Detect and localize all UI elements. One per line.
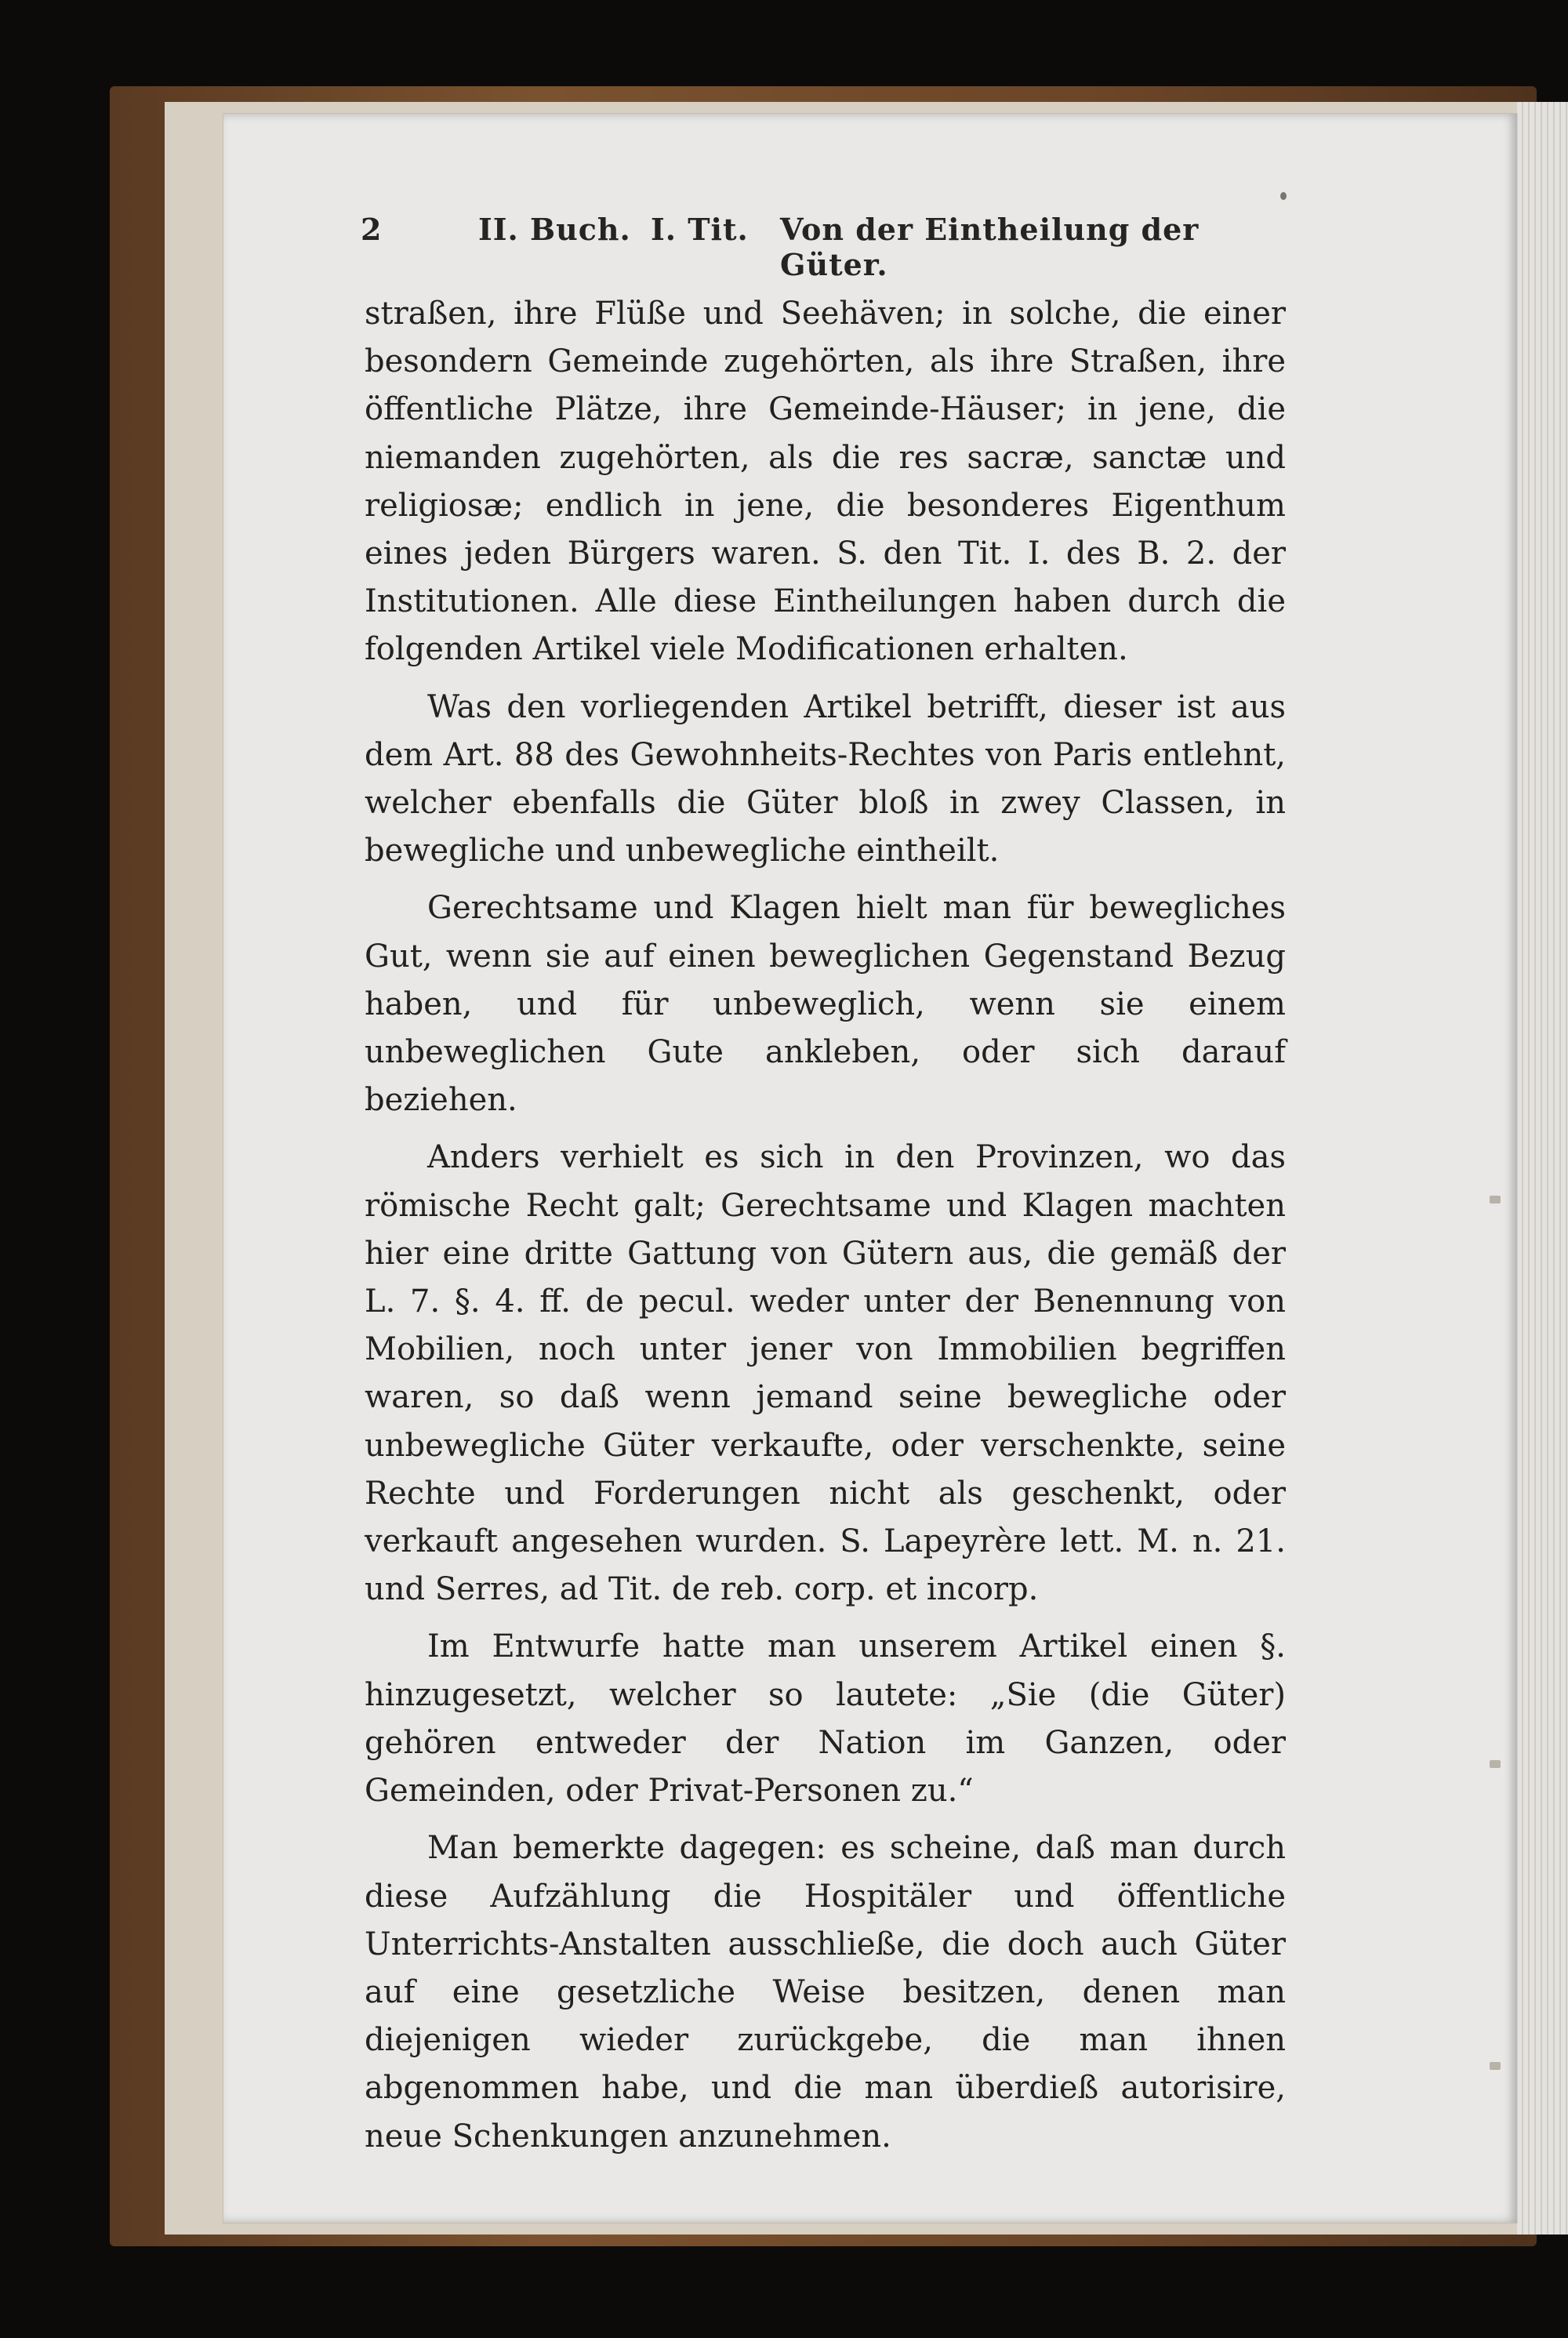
paragraph: Gerechtsame und Klagen hielt man für bewegliches Gut, wenn sie auf einen beweglichen Gegenstand Bezug haben, und für unbeweglich, wenn sie einem unbeweglichen Gute ankleben, oder sich darauf beziehen. [365, 890, 1286, 1119]
page-edges [1517, 102, 1568, 2235]
page-marker [1490, 1196, 1501, 1203]
paragraph: straßen, ihre Flüße und Seehäven; in solche, die einer besondern Gemeinde zugehörten, als ihre Straßen, ihre öffentliche Plätze, ihre Gemeinde-Häuser; in jene, die niemanden zugehörten, als die res sacræ, sanctæ und religiosæ; endlich in jene, die besonderes Eigenthum eines jeden Bürgers waren. S. den Tit. I. des B. 2. der Institutionen. Alle diese Eintheilungen haben durch die folgenden Artikel viele Modificationen erhalten. [365, 296, 1286, 668]
ink-speck [1280, 192, 1287, 200]
paragraph: Man bemerkte dagegen: es scheine, daß man durch diese Aufzählung die Hospitäler und öffentliche Unterrichts-Anstalten ausschließe, die doch auch Güter auf eine gesetzliche Weise besitzen, denen man diejenigen wieder zurückgebe, die man ihnen abgenommen habe, und die man überdieß autorisire, neue Schenkungen anzunehmen. [365, 1830, 1286, 2155]
running-header [361, 212, 1286, 282]
page-body-text [365, 290, 1286, 2170]
paragraph: Im Entwurfe hatte man unserem Artikel einen §. hinzugesetzt, welcher so lautete: „Sie (die Güter) gehören entweder der Nation im Ganzen, oder Gemeinden, oder Privat-Personen zu.“ [365, 1628, 1286, 1810]
header-title: Von der Eintheilung der Güter. [780, 212, 1200, 282]
paragraph: Anders verhielt es sich in den Provinzen, wo das römische Recht galt; Gerechtsame und Klagen machten hier eine dritte Gattung von Gütern aus, die gemäß der L. 7. §. 4. ff. de pecul. weder unter der Benennung von Mobilien, noch unter jener von Immobilien begriffen waren, so daß wenn jemand seine bewegliche oder unbewegliche Güter verkaufte, oder verschenkte, seine Rechte und Forderungen nicht als geschenkt, oder verkauft angesehen wurden. S. Lapeyrère lett. M. n. 21. und Serres, ad Tit. de reb. corp. et incorp. [365, 1139, 1286, 1608]
page-marker [1490, 2062, 1501, 2070]
header-book: II. Buch. [478, 212, 631, 247]
paragraph: Was den vorliegenden Artikel betrifft, dieser ist aus dem Art. 88 des Gewohnheits-Rechtes von Paris entlehnt, welcher ebenfalls die Güter bloß in zwey Classen, in bewegliche und unbewegliche eintheilt. [365, 688, 1286, 869]
page-marker [1490, 1760, 1501, 1768]
page-number: 2 [361, 212, 383, 247]
header-title-number: I. Tit. [651, 212, 749, 247]
